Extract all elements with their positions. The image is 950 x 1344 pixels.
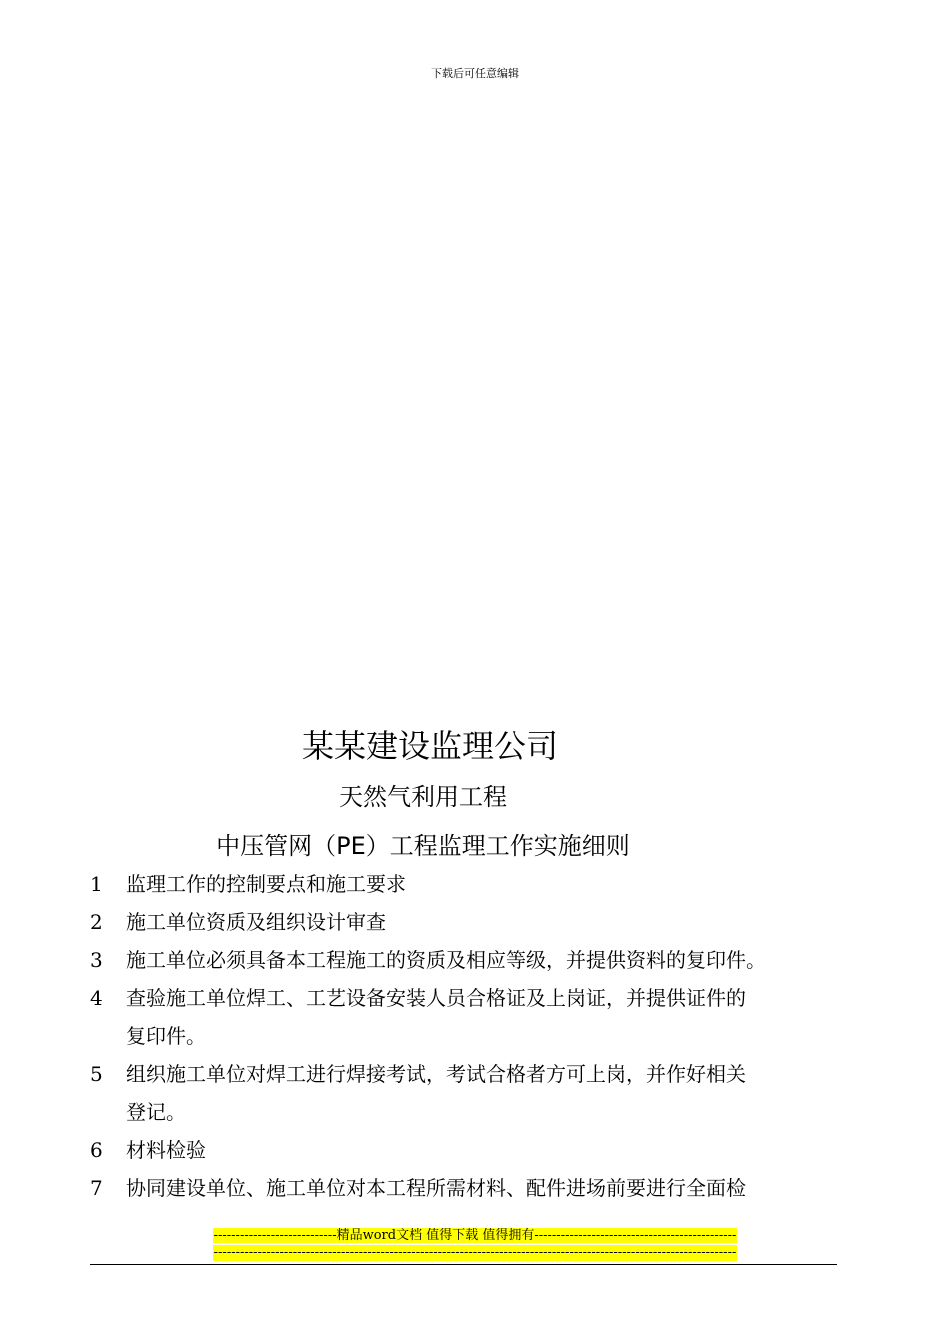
item-number: 4 <box>90 986 103 1010</box>
item-number: 3 <box>90 948 103 972</box>
item-number: 2 <box>90 910 103 934</box>
content-list <box>90 865 840 1207</box>
list-item <box>90 1055 840 1131</box>
header-note: 下载后可任意编辑 <box>431 67 519 80</box>
item-number: 7 <box>90 1176 103 1200</box>
item-text-continuation: 登记。 <box>126 1100 186 1124</box>
company-title: 某某建设监理公司 <box>301 727 558 765</box>
item-text: 监理工作的控制要点和施工要求 <box>126 872 406 896</box>
project-title: 天然气利用工程 <box>339 783 507 811</box>
item-number: 5 <box>90 1062 103 1086</box>
item-text: 组织施工单位对焊工进行焊接考试，考试合格者方可上岗，并作好相关 <box>126 1062 746 1086</box>
item-text-continuation: 复印件。 <box>126 1024 206 1048</box>
list-item <box>90 979 840 1055</box>
item-text: 施工单位必须具备本工程施工的资质及相应等级，并提供资料的复印件。 <box>126 948 766 972</box>
list-item <box>90 1131 840 1169</box>
document-title: 中压管网（PE）工程监理工作实施细则 <box>216 832 630 860</box>
item-number: 6 <box>90 1138 103 1162</box>
footer-banner-line-1: ----------------------------精品word文档 值得下载 值得拥有---------------------------------------------- <box>213 1228 737 1243</box>
list-item <box>90 1169 840 1207</box>
footer-banner <box>0 1228 950 1261</box>
item-number: 1 <box>90 872 103 896</box>
item-text: 材料检验 <box>126 1138 206 1162</box>
footer-divider <box>90 1264 837 1265</box>
item-text: 施工单位资质及组织设计审查 <box>126 910 386 934</box>
footer-banner-line-2: ----------------------------------------------------------------------------------------------------------------------- <box>213 1245 737 1260</box>
list-item <box>90 941 840 979</box>
list-item <box>90 903 840 941</box>
item-text: 协同建设单位、施工单位对本工程所需材料、配件进场前要进行全面检 <box>126 1176 746 1200</box>
item-text: 查验施工单位焊工、工艺设备安装人员合格证及上岗证，并提供证件的 <box>126 986 746 1010</box>
list-item <box>90 865 840 903</box>
